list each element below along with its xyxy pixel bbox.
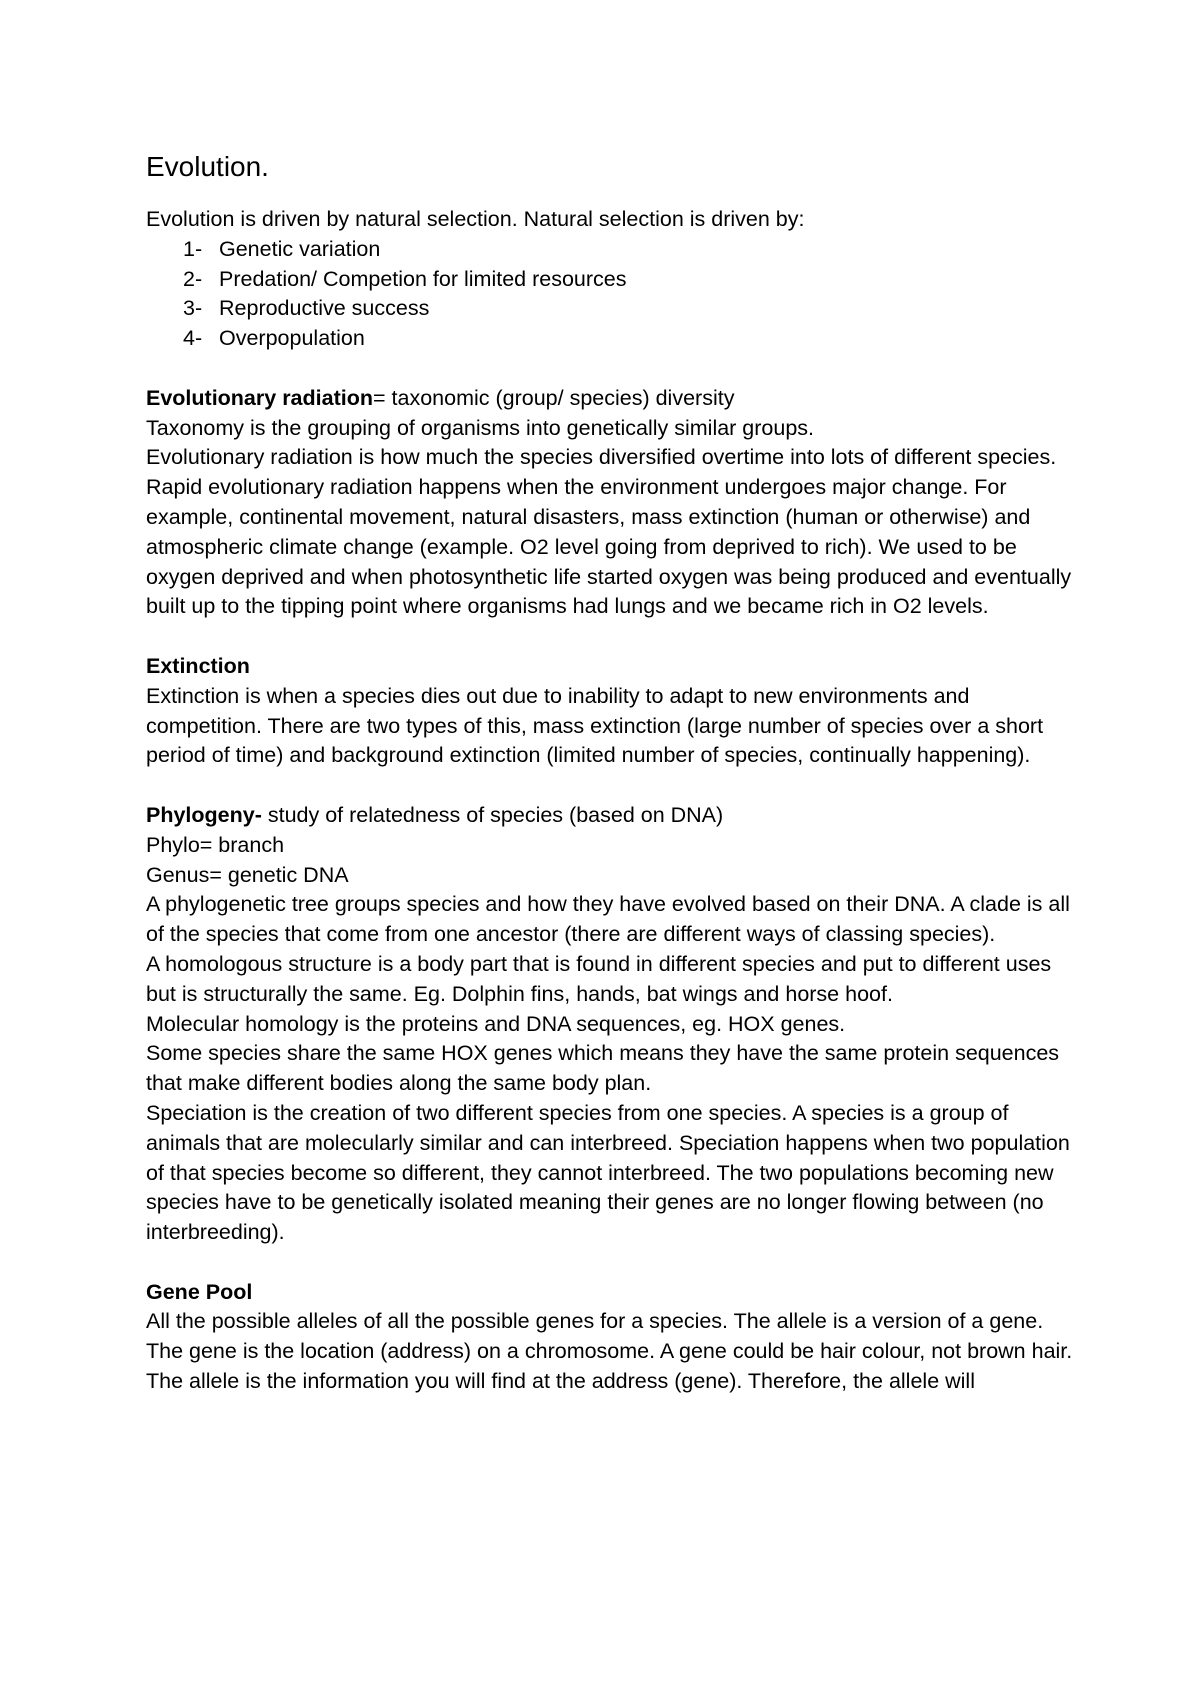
spacer (146, 622, 1076, 652)
document-page (146, 150, 1076, 1397)
list-number: 1- (183, 236, 203, 261)
drivers-list (146, 235, 1076, 354)
phylogeny-paragraph: Molecular homology is the proteins and DNA sequences, eg. HOX genes. (146, 1011, 846, 1036)
phylogeny-paragraph: A phylogenetic tree groups species and how they have evolved based on their DNA. A clade is all of the species that come from one ancestor (there are different ways of classing species). (146, 892, 1070, 947)
phylogeny-heading: Phylogeny- (146, 802, 262, 827)
spacer (146, 771, 1076, 801)
spacer (146, 1248, 1076, 1278)
list-item (146, 324, 1076, 354)
phylogeny-paragraph: Genus= genetic DNA (146, 862, 349, 887)
intro-paragraph: Evolution is driven by natural selection. Natural selection is driven by: (146, 207, 805, 231)
extinction-heading-text: Extinction (146, 653, 250, 678)
radiation-paragraph: Rapid evolutionary radiation happens when the environment undergoes major change. For example, continental movement, natural disasters, mass extinction (human or otherwise) and atmospheric climate change (example. O2 level going from deprived to rich). We used to be oxygen deprived and when photosynthetic life started oxygen was being produced and eventually built up to the tipping point where organisms had lungs and we became rich in O2 levels. (146, 475, 1072, 619)
gene-pool-heading (146, 1278, 1076, 1308)
gene-pool-heading-text: Gene Pool (146, 1279, 253, 1304)
extinction-paragraph: Extinction is when a species dies out due to inability to adapt to new environments and competition. There are two types of this, mass extinction (large number of species over a short period of time) and background extinction (limited number of species, continually happening). (146, 683, 1044, 768)
document-title: Evolution. (146, 151, 269, 182)
phylogeny-paragraph: A homologous structure is a body part that is found in different species and put to different uses but is structurally the same. Eg. Dolphin fins, hands, bat wings and horse hoof. (146, 951, 1052, 1006)
list-text: Reproductive success (219, 296, 430, 321)
phylogeny-definition-text: study of relatedness of species (based on DNA) (261, 802, 724, 827)
list-text: Overpopulation (219, 326, 365, 351)
phylogeny-paragraph: Speciation is the creation of two different species from one species. A species is a group of animals that are molecularly similar and can interbreed. Speciation happens when two population of that species become so different, they cannot interbreed. The two populations becoming new species have to be genetically isolated meaning their genes are no longer flowing between (no interbreeding). (146, 1100, 1070, 1245)
radiation-heading: Evolutionary radiation (146, 385, 373, 410)
list-text: Predation/ Competion for limited resources (219, 266, 627, 291)
list-item (146, 235, 1076, 265)
radiation-definition (146, 384, 1076, 414)
list-item (146, 294, 1076, 324)
list-text: Genetic variation (219, 236, 381, 261)
phylogeny-paragraph: Some species share the same HOX genes which means they have the same protein sequences that make different bodies along the same body plan. (146, 1041, 1060, 1096)
phylogeny-definition (146, 801, 1076, 831)
list-number: 4- (183, 326, 203, 351)
list-number: 3- (183, 296, 203, 321)
radiation-definition-text: = taxonomic (group/ species) diversity (372, 385, 735, 410)
extinction-heading (146, 652, 1076, 682)
spacer (146, 354, 1076, 384)
radiation-paragraph: Taxonomy is the grouping of organisms into genetically similar groups. (146, 415, 815, 440)
list-number: 2- (183, 266, 203, 291)
gene-pool-paragraph: All the possible alleles of all the possible genes for a species. The allele is a version of a gene. The gene is the location (address) on a chromosome. A gene could be hair colour, not brown hair. The allele is the information you will find at the address (gene). Therefore, the allele will (146, 1309, 1073, 1394)
list-item (146, 265, 1076, 295)
phylogeny-paragraph: Phylo= branch (146, 832, 285, 857)
radiation-paragraph: Evolutionary radiation is how much the species diversified overtime into lots of different species. (146, 445, 1057, 470)
